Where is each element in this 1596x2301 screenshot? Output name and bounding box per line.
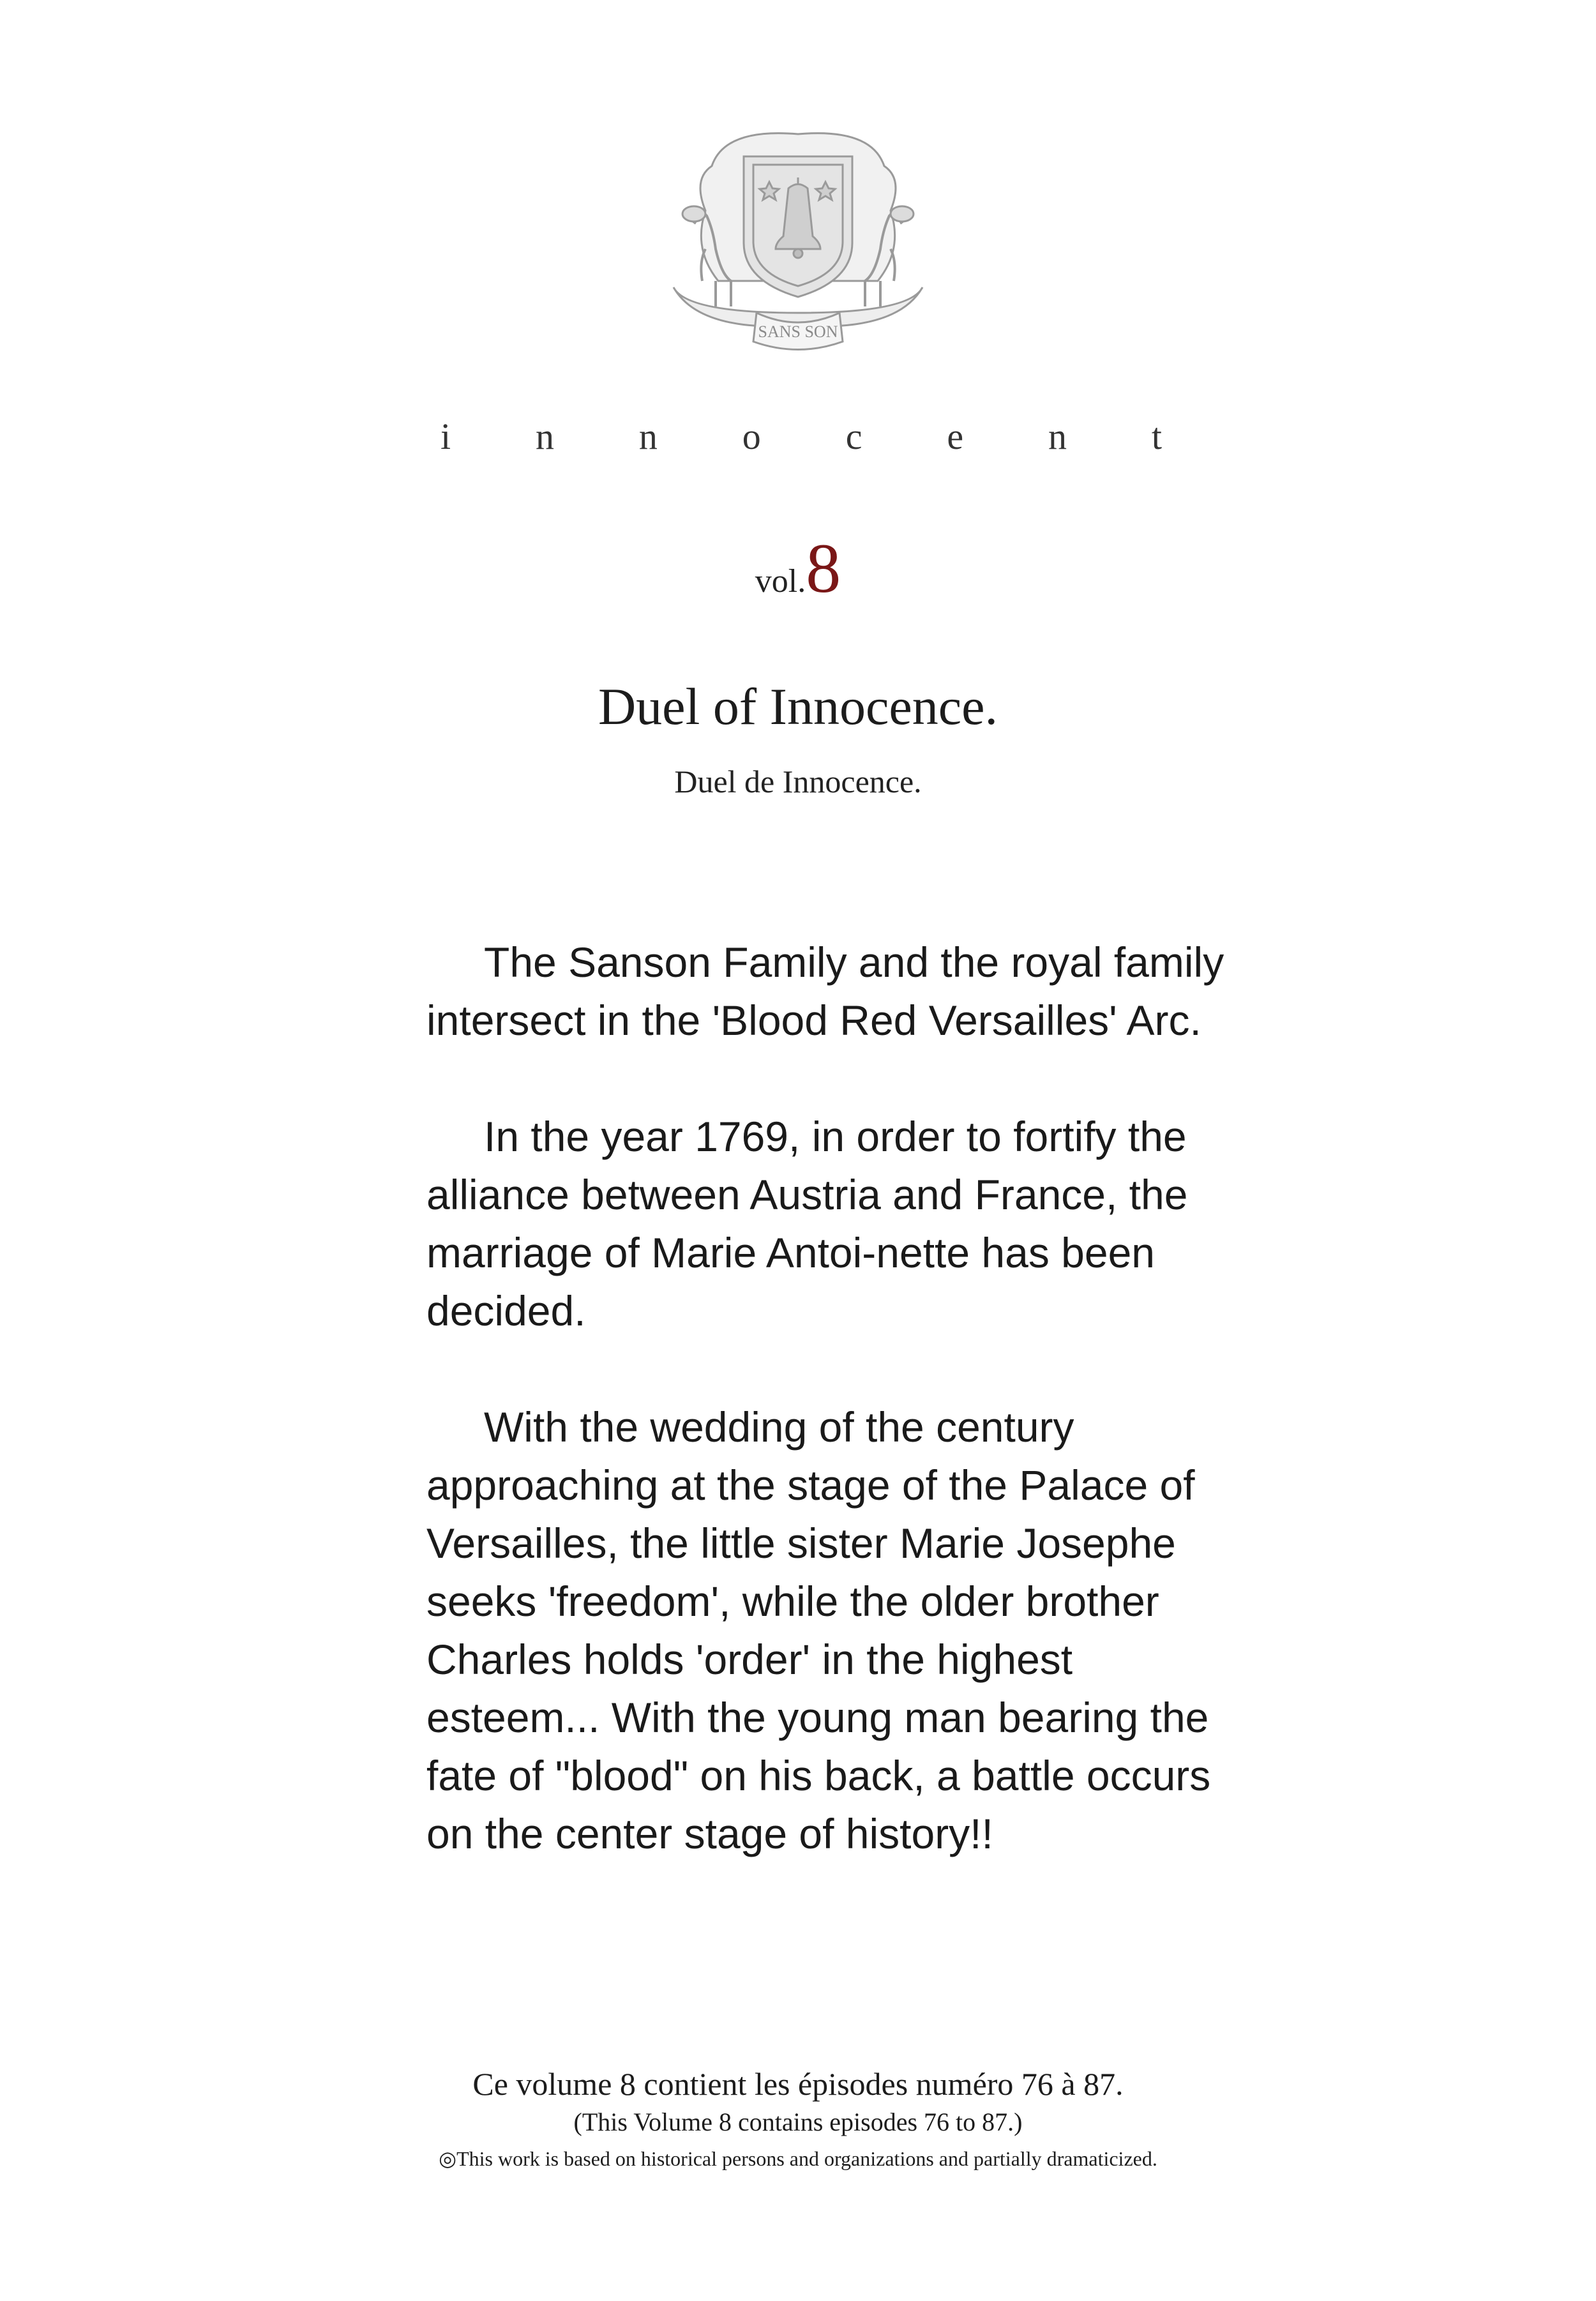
synopsis-paragraph: The Sanson Family and the royal family intersect in the 'Blood Red Versailles' Arc. — [426, 939, 1224, 1044]
series-title-letter: n — [536, 416, 555, 457]
disclaimer: ◎This work is based on historical persons and organizations and partially dramaticized. — [439, 2147, 1157, 2170]
crest-motto: SANS SON — [758, 322, 838, 341]
series-title-letter: e — [947, 416, 964, 457]
synopsis-paragraph: In the year 1769, in order to fortify the alliance between Austria and France, the marriage of Marie Antoi-nette has been decided. — [426, 1113, 1188, 1334]
contents-note-english: (This Volume 8 contains episodes 76 to 87.) — [573, 2108, 1023, 2136]
synopsis — [426, 933, 1231, 1921]
coat-of-arms-icon — [661, 121, 935, 377]
series-title-letter: t — [1151, 416, 1162, 457]
volume-prefix: vol. — [755, 563, 806, 600]
series-title-letter: n — [1048, 416, 1067, 457]
volume-label — [0, 529, 1596, 607]
synopsis-paragraph: With the wedding of the century approaching at the stage of the Palace of Versailles, the little sister Marie Josephe seeks 'freedom', while the older brother Charles holds 'order' in the highest esteem... With the young man bearing the fate of "blood" on his back, a battle occurs on the center stage of history!! — [426, 1403, 1211, 1857]
series-title-letter: n — [638, 416, 658, 457]
series-title-letter: o — [742, 416, 761, 457]
series-title-letter: i — [440, 416, 451, 457]
volume-number: 8 — [806, 529, 841, 607]
series-title — [440, 415, 1162, 458]
contents-note-french: Ce volume 8 contient les épisodes numéro 76 à 87. — [472, 2066, 1124, 2102]
volume-title: Duel of Innocence. — [598, 677, 998, 736]
volume-subtitle: Duel de Innocence. — [674, 764, 922, 799]
series-title-letter: c — [845, 416, 862, 457]
